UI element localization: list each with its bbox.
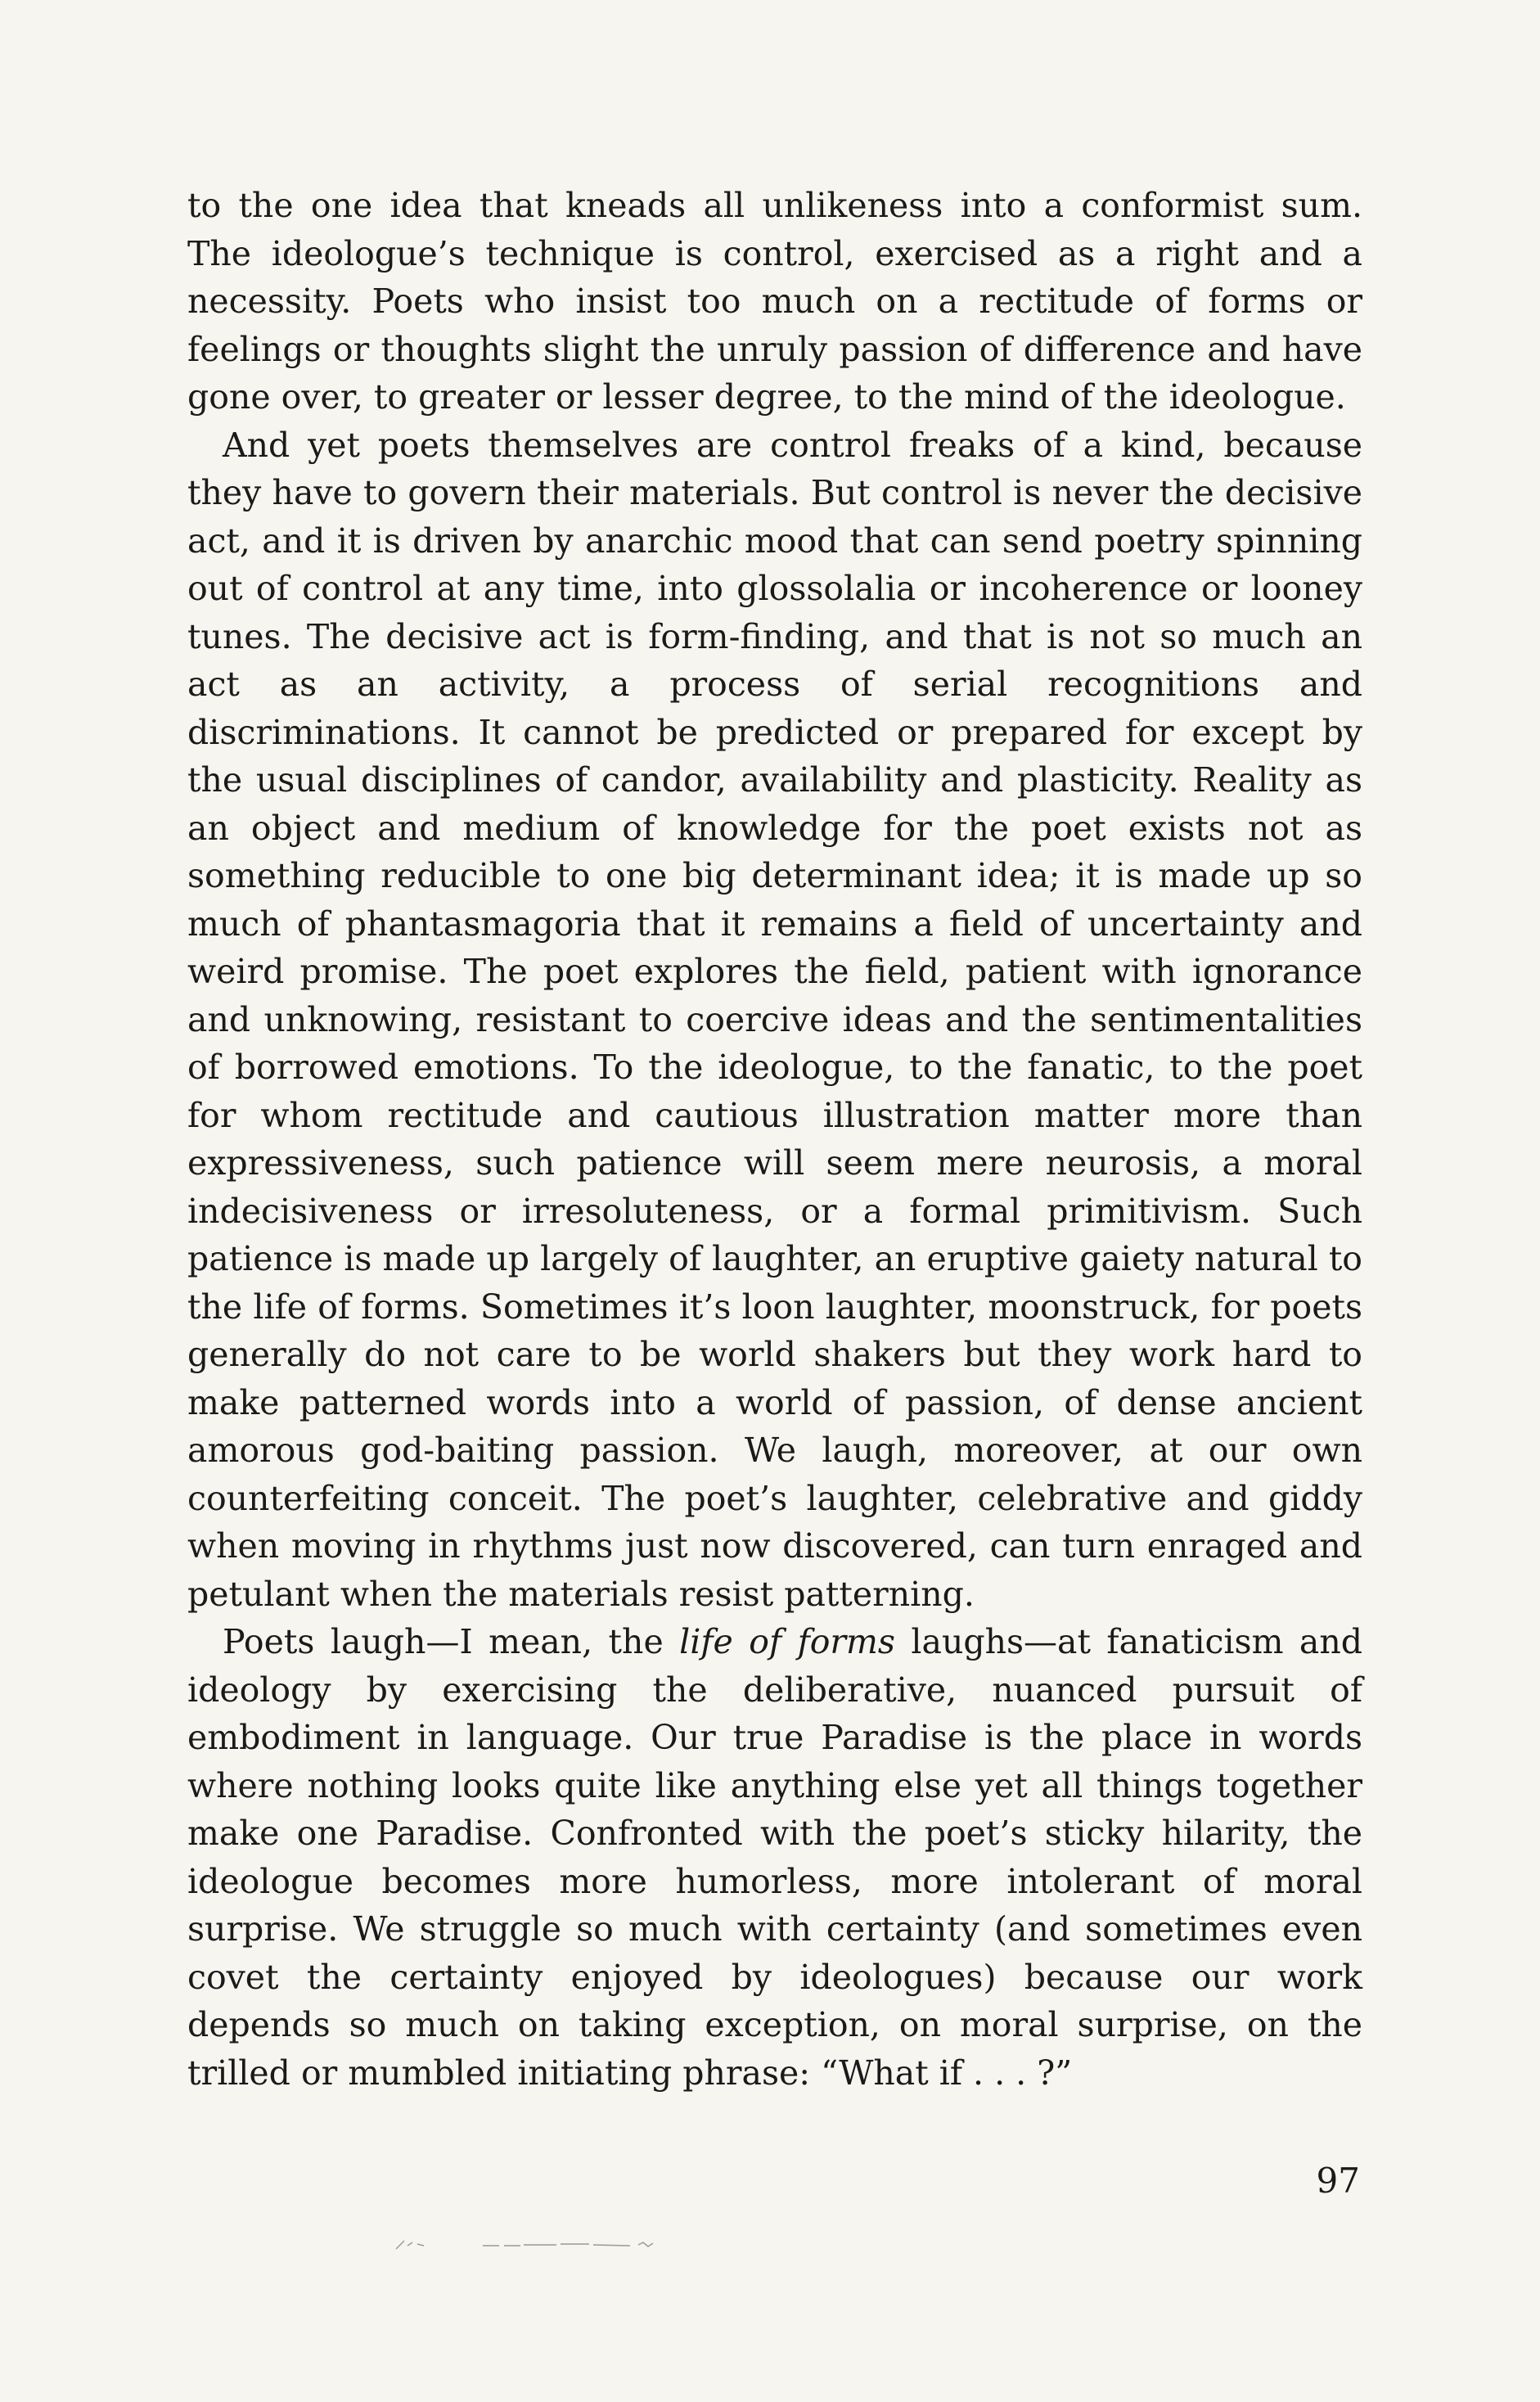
paragraph-3-rest: laughs—at fanaticism and ideology by exercising the deliberative, nuanced pursuit of embodiment in language. Our true Paradise is the place in words where nothing looks quite like anything else yet all things together make one Paradise. Confronted with the poet’s sticky hilarity, the ideologue becomes more humorless, more intolerant of moral surprise. We struggle so much with certainty (and sometimes even covet the certainty enjoyed by ideologues) because our work depends so much on taking exception, on moral surprise, on the trilled or mumbled initiating phrase: “What if . . . ?” [187,1622,1363,2093]
page-number: 97 [1316,2161,1360,2201]
paragraph-2: And yet poets themselves are control freaks of a kind, because they have to govern their materials. But control is never the decisive act, and it is driven by anarchic mood that can send poetry spinning out of control at any time, into glossolalia or incoherence or looney tunes. The decisive act is form-finding, and that is not so much an act as an activity, a process of serial recognitions and discriminations. It cannot be predicted or prepared for except by the usual disciplines of candor, availability and plasticity. Reality as an object and medium of knowledge for the poet exists not as something reducible to one big determinant idea; it is made up so much of phantasmagoria that it remains a field of uncertainty and weird promise. The poet explores the field, patient with ignorance and unknowing, resistant to coercive ideas and the sentimentalities of borrowed emotions. To the ideologue, to the fanatic, to the poet for whom rectitude and cautious illustration matter more than expressiveness, such patience will seem mere neurosis, a moral indecisiveness or irresoluteness, or a formal primitivism. Such patience is made up largely of laughter, an eruptive gaiety natural to the life of forms. Sometimes it’s loon laughter, moonstruck, for poets generally do not care to be world shakers but they work hard to make patterned words into a world of passion, of dense ancient amorous god-baiting passion. We laugh, moreover, at our own counterfeiting conceit. The poet’s laughter, celebrative and giddy when moving in rhythms just now discovered, can turn enraged and petulant when the materials resist patterning. [187,425,1362,1614]
scan-artifact-marks [393,2231,704,2256]
paragraph-3-lead: Poets laugh—I mean, the [223,1622,680,1661]
paragraph-3 [187,1618,1362,2097]
page-body [187,182,1362,2097]
paragraph-1: to the one idea that kneads all unlikeness into a conformist sum. The ideologue’s technique is control, exercised as a right and a necessity. Poets who insist too much on a rectitude of forms or feelings or thoughts slight the unruly passion of difference and have gone over, to greater or lesser degree, to the mind of the ideologue. [187,186,1362,417]
emphasis-life-of-forms: life of forms [679,1622,895,1661]
